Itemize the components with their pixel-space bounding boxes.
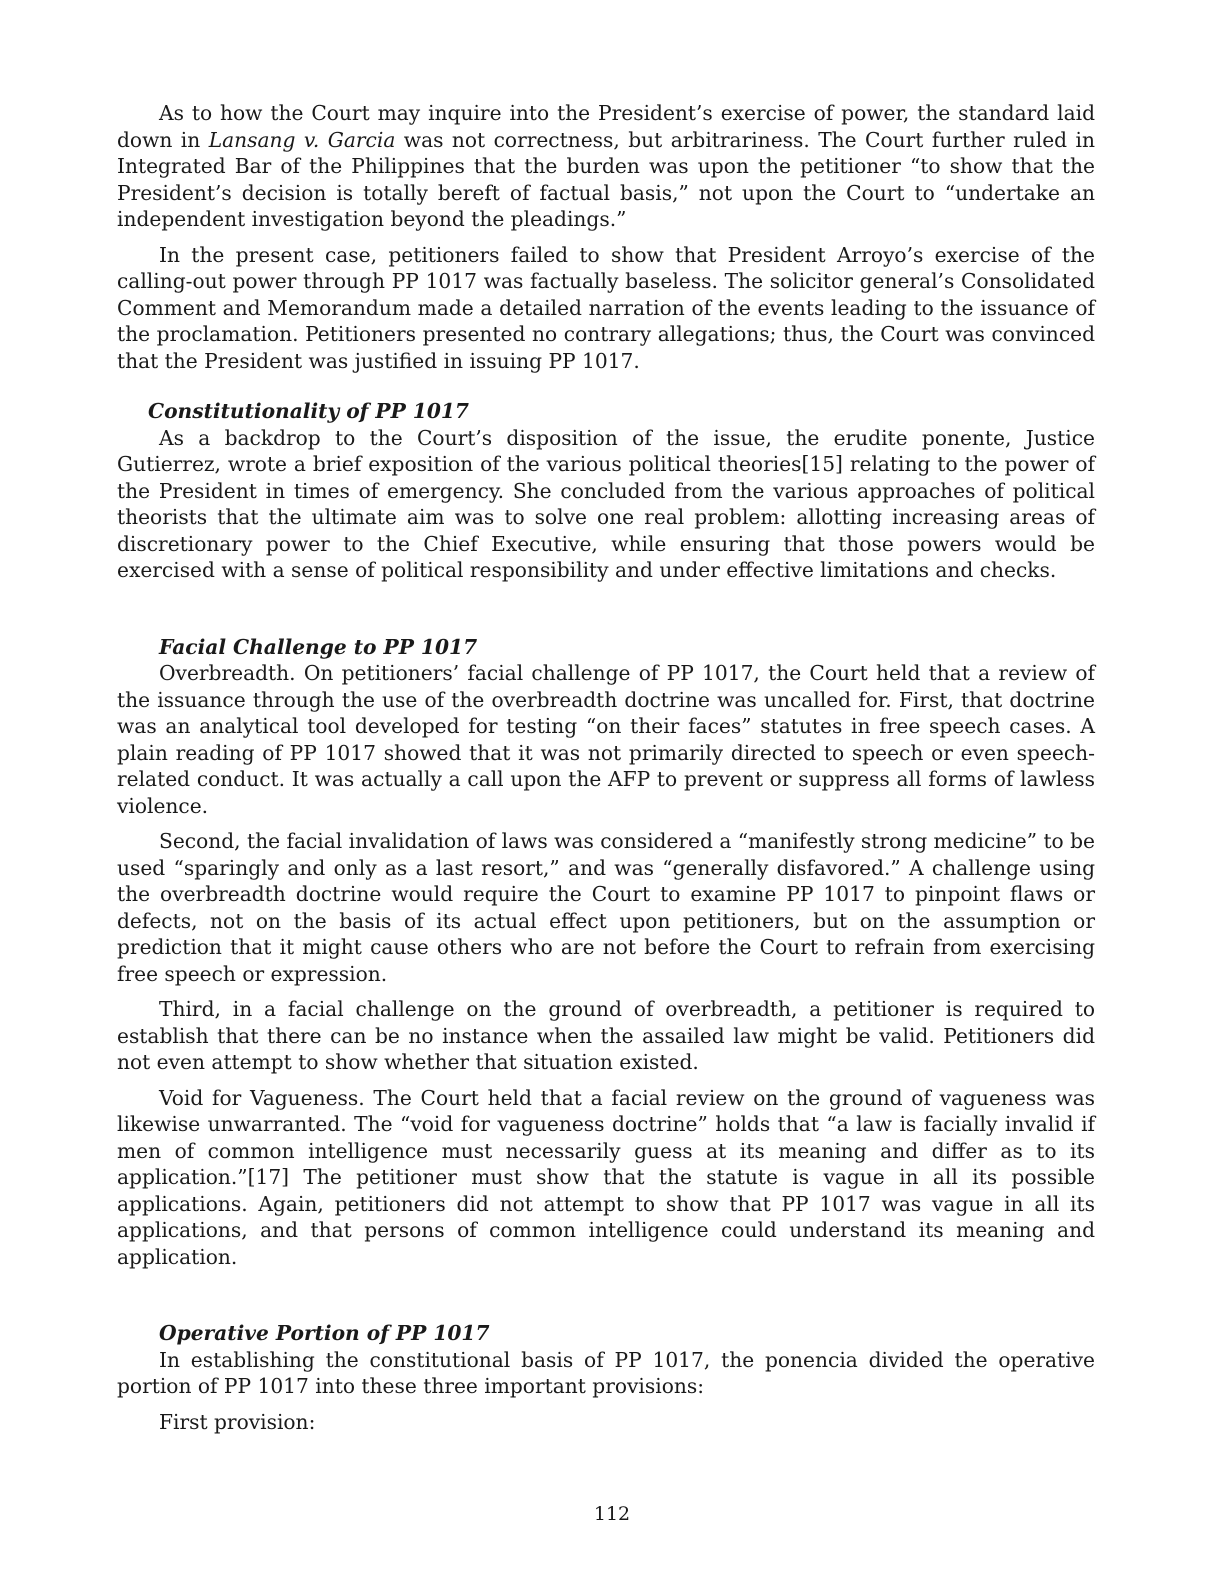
- section-heading: Facial Challenge to PP 1017: [159, 634, 478, 659]
- paragraph: In the present case, petitioners failed to show that President Arroyo’s exercise of the calling-out power through PP 1017 was factually baseless. The solicitor general’s Consolidated Comment and Memorandum made a detailed narration of the events leading to the issuance of the proclamation. Petitioners presented no contrary allegations; thus, the Court was convinced that the President was justified in issuing PP 1017.: [117, 242, 1095, 373]
- paragraph: [117, 100, 1095, 233]
- paragraph: In establishing the constitutional basis of PP 1017, the ponencia divided the operative portion of PP 1017 into these three important provisions:: [117, 1347, 1095, 1398]
- paragraph: Second, the facial invalidation of laws was considered a “manifestly strong medicine” to be used “sparingly and only as a last resort,” and was “generally disfavored.” A challenge using the overbreadth doctrine would require the Court to examine PP 1017 to pinpoint flaws or defects, not on the basis of its actual effect upon petitioners, but on the assumption or prediction that it might cause others who are not before the Court to refrain from exercising free speech or expression.: [117, 829, 1095, 986]
- section-heading: Constitutionality of PP 1017: [148, 399, 469, 423]
- page-number: 112: [593, 1503, 631, 1525]
- paragraph: Overbreadth. On petitioners’ facial challenge of PP 1017, the Court held that a review of the issuance through the use of the overbreadth doctrine was uncalled for. First, that doctrine was an analytical tool developed for testing “on their faces” statutes in free speech cases. A plain reading of PP 1017 showed that it was not primarily directed to speech or even speech-related conduct. It was actually a call upon the AFP to prevent or suppress all forms of lawless violence.: [117, 661, 1095, 818]
- document-page: [117, 100, 1095, 1435]
- case-citation: Lansang v. Garcia: [208, 127, 396, 152]
- paragraph: As a backdrop to the Court’s disposition of the issue, the erudite ponente, Justice Gutierrez, wrote a brief exposition of the various political theories[15] relating to the power of the President in times of emergency. She concluded from the various approaches of political theorists that the ultimate aim was to solve one real problem: allotting increasing areas of discretionary power to the Chief Executive, while ensuring that those powers would be exercised with a sense of political responsibility and under effective limitations and checks.: [117, 425, 1095, 582]
- paragraph-text: As to how the Court may inquire into the President’s exercise of power, the standard laid down in: [117, 101, 1095, 152]
- paragraph: First provision:: [159, 1409, 316, 1434]
- section-heading: Operative Portion of PP 1017: [159, 1321, 490, 1345]
- paragraph: Void for Vagueness. The Court held that a facial review on the ground of vagueness was likewise unwarranted. The “void for vagueness doctrine” holds that “a law is facially invalid if men of common intelligence must necessarily guess at its meaning and differ as to its application.”[17] The petitioner must show that the statute is vague in all its possible applications. Again, petitioners did not attempt to show that PP 1017 was vague in all its applications, and that persons of common intelligence could understand its meaning and application.: [117, 1085, 1095, 1269]
- paragraph: Third, in a facial challenge on the ground of overbreadth, a petitioner is required to establish that there can be no instance when the assailed law might be valid. Petitioners did not even attempt to show whether that situation existed.: [117, 997, 1095, 1074]
- paragraph-text: was not correctness, but arbitrariness. The Court further ruled in Integrated Bar of the Philippines that the burden was upon the petitioner “to show that the President’s decision is totally bereft of factual basis,” not upon the Court to “undertake an independent investigation beyond the pleadings.”: [117, 127, 1095, 231]
